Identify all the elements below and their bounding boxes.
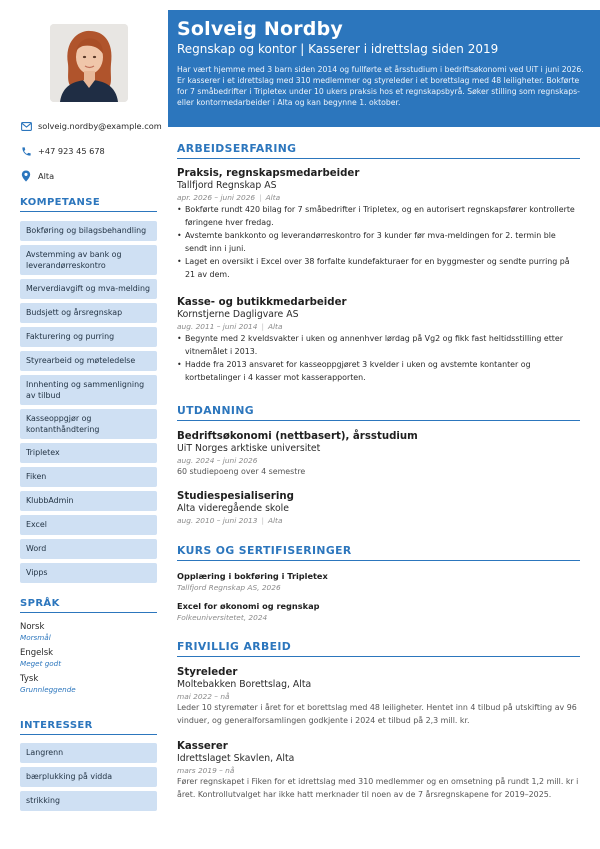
language-level: Morsmål xyxy=(20,633,51,642)
candidate-name: Solveig Nordby xyxy=(177,18,343,40)
job-place: Alta xyxy=(267,322,283,331)
contact-location xyxy=(20,169,160,183)
language-name: Norsk xyxy=(20,622,45,632)
language-name: Tysk xyxy=(20,674,39,684)
skill-chip: Tripletex xyxy=(20,443,157,463)
volunteer-dates: mars 2019 – nå xyxy=(177,766,235,775)
languages-heading: SPRÅK xyxy=(20,598,157,613)
job-dates: aug. 2011 – juni 2014 xyxy=(177,322,258,331)
language-level: Meget godt xyxy=(20,659,62,668)
candidate-headline: Regnskap og kontor | Kasserer i idrettslag siden 2019 xyxy=(177,42,499,56)
job-bullet: • Hadde fra 2013 ansvaret for kasseoppgjøret 3 kvelder i uken og avstemte kontanter og kortbetalinger i 4 kasser mot kasserapporten. xyxy=(177,359,580,385)
education-institution: UiT Norges arktiske universitet xyxy=(177,443,321,454)
courses-heading: KURS OG SERTIFISERINGER xyxy=(177,544,580,561)
map-pin-icon xyxy=(20,170,32,182)
education-note: 60 studiepoeng over 4 semestre xyxy=(177,467,306,476)
skill-chip: Fiken xyxy=(20,467,157,487)
job-bullet: • Bokførte rundt 420 bilag for 7 småbedrifter i Tripletex, og en autorisert regnskapsfører kontrollerte føringene hver fredag. xyxy=(177,204,580,230)
course-meta: Folkeuniversitetet, 2024 xyxy=(177,613,268,622)
language-item xyxy=(20,674,157,695)
interest-chip: bærplukking på vidda xyxy=(20,767,157,787)
job-entry xyxy=(177,296,580,385)
interest-chip: strikking xyxy=(20,791,157,811)
course-entry xyxy=(177,571,580,593)
meta-separator: | xyxy=(261,322,264,331)
interests-list xyxy=(20,743,157,815)
skill-chip: Excel xyxy=(20,515,157,535)
course-entry xyxy=(177,601,580,623)
skill-chip: KlubbAdmin xyxy=(20,491,157,511)
skill-chip: Merverdiavgift og mva-melding xyxy=(20,279,157,299)
skill-chip: Innhenting og sammenligning av tilbud xyxy=(20,375,157,405)
education-title: Studiespesialisering xyxy=(177,491,294,502)
phone-icon xyxy=(20,145,32,157)
language-item xyxy=(20,622,157,643)
volunteer-org: Moltebakken Borettslag, Alta xyxy=(177,679,312,690)
job-title: Praksis, regnskapsmedarbeider xyxy=(177,168,360,179)
volunteer-role: Styreleder xyxy=(177,667,238,678)
job-bullet: • Avstemte bankkonto og leverandørreskontro for 3 kunder før mva-meldingen for 2. termin ble sendt inn i juni. xyxy=(177,230,580,256)
job-meta xyxy=(177,321,580,332)
education-institution: Alta videregående skole xyxy=(177,503,289,514)
skills-list xyxy=(20,221,157,587)
profile-photo xyxy=(50,24,128,102)
skill-chip: Styrearbeid og møteledelse xyxy=(20,351,157,371)
skill-chip: Avstemming av bank og leverandørreskontro xyxy=(20,245,157,275)
volunteer-role: Kasserer xyxy=(177,741,228,752)
volunteer-org: Idrettslaget Skavlen, Alta xyxy=(177,753,295,764)
experience-heading: ARBEIDSERFARING xyxy=(177,142,580,159)
phone-text: +47 923 45 678 xyxy=(38,146,105,156)
job-entry xyxy=(177,167,580,281)
skill-chip: Kasseoppgjør og kontanthåndtering xyxy=(20,409,157,439)
skill-chip: Fakturering og purring xyxy=(20,327,157,347)
contact-phone[interactable] xyxy=(20,144,160,158)
job-bullets xyxy=(177,204,580,281)
education-meta xyxy=(177,515,580,526)
education-heading: UTDANNING xyxy=(177,404,580,421)
job-bullet: • Begynte med 2 kveldsvakter i uken og annenhver lørdag på Vg2 og fikk fast heltidsstilling etter vitnemålet i 2013. xyxy=(177,333,580,359)
interests-heading: INTERESSER xyxy=(20,720,157,735)
education-dates: aug. 2024 – juni 2026 xyxy=(177,456,258,465)
volunteer-description: Fører regnskapet i Fiken for et idrettslag med 310 medlemmer og en omsetning på rundt 1,2 mill. kr i året. Kontrollutvalget har ikke hatt merknader til noen av de 7 årsregnskapene for 2019–2025. xyxy=(177,777,579,799)
education-place: Alta xyxy=(267,516,283,525)
contact-list xyxy=(20,119,160,194)
sidebar xyxy=(0,0,168,849)
meta-separator: | xyxy=(261,516,264,525)
job-employer: Tallfjord Regnskap AS xyxy=(177,180,277,191)
course-title: Excel for økonomi og regnskap xyxy=(177,601,320,611)
job-bullet: • Laget en oversikt i Excel over 38 forfalte kundefakturaer for en byggmester og sendte purring på 21 av dem. xyxy=(177,256,580,282)
volunteer-dates: mai 2022 – nå xyxy=(177,692,230,701)
course-meta: Tallfjord Regnskap AS, 2026 xyxy=(177,583,281,592)
job-meta xyxy=(177,192,580,203)
skill-chip: Word xyxy=(20,539,157,559)
location-text: Alta xyxy=(38,171,55,181)
job-place: Alta xyxy=(265,193,281,202)
language-item xyxy=(20,648,157,669)
meta-separator: | xyxy=(259,193,262,202)
email-text: solveig.nordby@example.com xyxy=(38,121,162,131)
skill-chip: Budsjett og årsregnskap xyxy=(20,303,157,323)
volunteer-entry xyxy=(177,740,580,802)
skill-chip: Vipps xyxy=(20,563,157,583)
profile-summary: Har vært hjemme med 3 barn siden 2014 og fullførte et årsstudium i bedriftsøkonomi ved UiT i juni 2026. Er kasserer i et idrettslag med 310 medlemmer og styreleder i et borettslag med 48 leiligheter. Bokførte for 7 småbedrifter i Tripletex under 10 ukers praksis hos et regnskapsbyrå. Søker stilling som regnskaps- eller kontormedarbeider i Alta og kan begynne 1. oktober. xyxy=(177,65,584,107)
interest-chip: Langrenn xyxy=(20,743,157,763)
job-bullets xyxy=(177,333,580,385)
skill-chip: Bokføring og bilagsbehandling xyxy=(20,221,157,241)
volunteer-description: Leder 10 styremøter i året for et borettslag med 48 leiligheter. Hentet inn 4 tilbud på utskifting av 96 vinduer, og generalforsamlingen godkjente i 2024 et tilbud på 2,3 mill. kr. xyxy=(177,703,577,725)
education-entry xyxy=(177,430,580,479)
profile-header xyxy=(168,10,600,127)
volunteer-entry xyxy=(177,666,580,728)
envelope-icon xyxy=(20,120,32,132)
language-name: Engelsk xyxy=(20,648,54,658)
contact-email[interactable] xyxy=(20,119,160,133)
languages-list xyxy=(20,622,157,700)
education-dates: aug. 2010 – juni 2013 xyxy=(177,516,258,525)
volunteer-heading: FRIVILLIG ARBEID xyxy=(177,640,580,657)
job-title: Kasse- og butikkmedarbeider xyxy=(177,297,347,308)
language-level: Grunnleggende xyxy=(20,685,76,694)
job-employer: Kornstjerne Dagligvare AS xyxy=(177,309,299,320)
job-dates: apr. 2026 – juni 2026 xyxy=(177,193,256,202)
education-title: Bedriftsøkonomi (nettbasert), årsstudium xyxy=(177,431,418,442)
education-entry xyxy=(177,490,580,526)
course-title: Opplæring i bokføring i Tripletex xyxy=(177,571,328,581)
skills-heading: KOMPETANSE xyxy=(20,197,157,212)
